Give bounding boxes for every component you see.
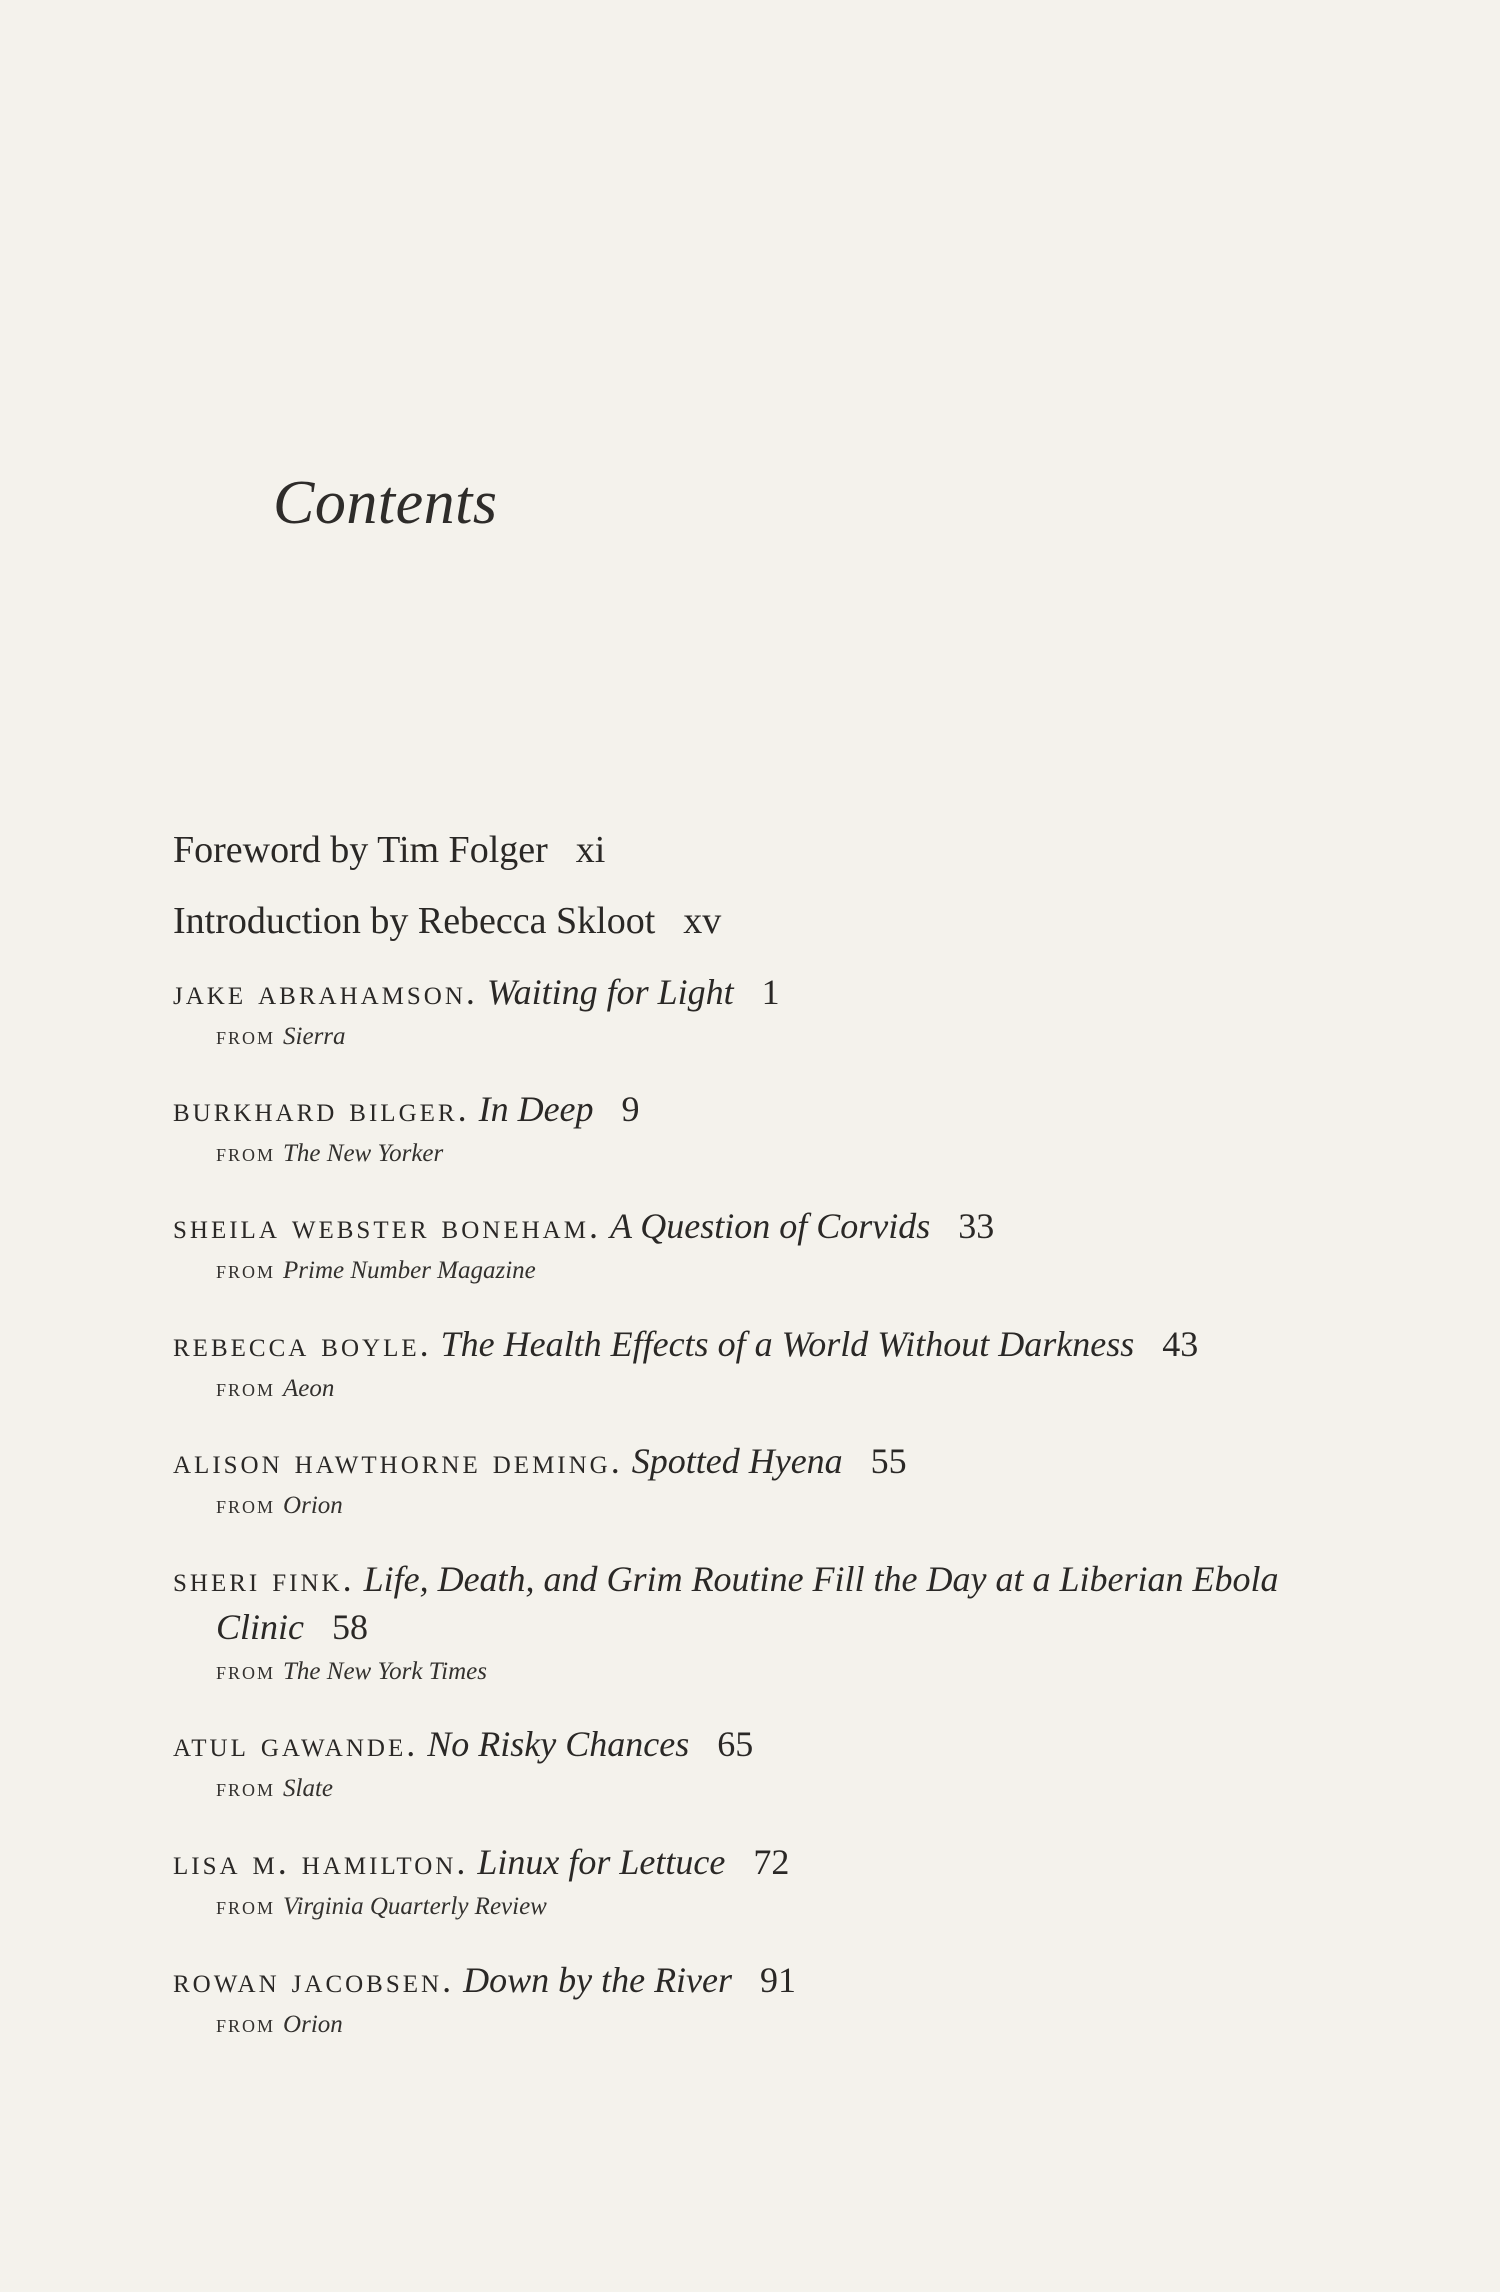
entry-source bbox=[216, 1254, 1333, 1288]
toc-entry[interactable] bbox=[173, 1956, 1333, 2042]
entry-source bbox=[216, 1020, 1333, 1054]
toc-entry[interactable] bbox=[173, 1838, 1333, 1924]
from-label: from bbox=[216, 2011, 276, 2038]
source-publication: Prime Number Magazine bbox=[283, 1257, 536, 1284]
source-publication: Orion bbox=[283, 2011, 343, 2038]
entry-title: In Deep bbox=[478, 1089, 594, 1129]
toc-entry[interactable] bbox=[173, 1085, 1333, 1171]
entry-line: sheila webster boneham. A Question of Corvids 33 bbox=[173, 1206, 995, 1246]
entry-source bbox=[216, 1890, 1333, 1924]
entry-title: The Health Effects of a World Without Darkness bbox=[440, 1324, 1135, 1364]
entry-line: rebecca boyle. The Health Effects of a World Without Darkness 43 bbox=[173, 1324, 1199, 1364]
from-label: from bbox=[216, 1775, 276, 1802]
entry-page: 65 bbox=[717, 1724, 754, 1764]
from-label: from bbox=[216, 1140, 276, 1167]
source-publication: Aeon bbox=[283, 1375, 335, 1402]
entry-line: burkhard bilger. In Deep 9 bbox=[173, 1089, 640, 1129]
from-label: from bbox=[216, 1375, 276, 1402]
foreword-page: xi bbox=[575, 829, 606, 871]
entry-source bbox=[216, 1655, 1333, 1689]
entry-title: Life, Death, and Grim Routine Fill the Day at a Liberian Ebola Clinic bbox=[216, 1559, 1279, 1647]
toc-entry[interactable] bbox=[173, 968, 1333, 1054]
entry-source bbox=[216, 1372, 1333, 1406]
entry-line: jake abrahamson. Waiting for Light 1 bbox=[173, 972, 780, 1012]
source-publication: Virginia Quarterly Review bbox=[283, 1893, 547, 1920]
source-publication: The New Yorker bbox=[283, 1140, 444, 1167]
toc-entry[interactable] bbox=[173, 1555, 1333, 1689]
entry-title: Spotted Hyena bbox=[631, 1441, 843, 1481]
source-publication: Orion bbox=[283, 1492, 343, 1519]
entry-page: 91 bbox=[760, 1960, 797, 2000]
entry-author: rebecca boyle bbox=[173, 1324, 420, 1364]
foreword-label: Foreword by Tim Folger bbox=[173, 829, 548, 871]
entry-author: sheri fink bbox=[173, 1559, 343, 1599]
entry-line: sheri fink. Life, Death, and Grim Routine Fill the Day at a Liberian Ebola Clinic 58 bbox=[173, 1559, 1279, 1647]
from-label: from bbox=[216, 1023, 276, 1050]
entry-page: 1 bbox=[761, 972, 780, 1012]
entry-page: 58 bbox=[332, 1607, 368, 1647]
entry-title: Linux for Lettuce bbox=[477, 1842, 726, 1882]
entry-source bbox=[216, 1772, 1333, 1806]
entry-line: rowan jacobsen. Down by the River 91 bbox=[173, 1960, 797, 2000]
entry-page: 55 bbox=[870, 1441, 907, 1481]
toc-entry[interactable] bbox=[173, 1202, 1333, 1288]
entry-title: No Risky Chances bbox=[427, 1724, 690, 1764]
entry-source bbox=[216, 1137, 1333, 1171]
entry-author: jake abrahamson bbox=[173, 972, 466, 1012]
from-label: from bbox=[216, 1492, 276, 1519]
entry-source bbox=[216, 1489, 1333, 1523]
entry-page: 33 bbox=[958, 1206, 995, 1246]
toc-entry[interactable] bbox=[173, 1437, 1333, 1523]
entry-author: lisa m. hamilton bbox=[173, 1842, 457, 1882]
entry-page: 72 bbox=[753, 1842, 790, 1882]
entry-line: atul gawande. No Risky Chances 65 bbox=[173, 1724, 754, 1764]
source-publication: Slate bbox=[283, 1775, 334, 1802]
source-publication: The New York Times bbox=[283, 1658, 488, 1685]
from-label: from bbox=[216, 1658, 276, 1685]
entry-line: lisa m. hamilton. Linux for Lettuce 72 bbox=[173, 1842, 790, 1882]
entry-title: Waiting for Light bbox=[486, 972, 734, 1012]
toc-introduction[interactable] bbox=[173, 899, 721, 943]
entry-page: 9 bbox=[621, 1089, 640, 1129]
entry-line: alison hawthorne deming. Spotted Hyena 55 bbox=[173, 1441, 907, 1481]
from-label: from bbox=[216, 1257, 276, 1284]
entry-author: atul gawande bbox=[173, 1724, 407, 1764]
introduction-page: xv bbox=[683, 900, 722, 942]
introduction-label: Introduction by Rebecca Skloot bbox=[173, 900, 656, 942]
toc-entry[interactable] bbox=[173, 1320, 1333, 1406]
entry-author: sheila webster boneham bbox=[173, 1206, 589, 1246]
entry-source bbox=[216, 2008, 1333, 2042]
entry-author: alison hawthorne deming bbox=[173, 1441, 611, 1481]
entry-page: 43 bbox=[1162, 1324, 1199, 1364]
entry-author: burkhard bilger bbox=[173, 1089, 458, 1129]
toc-entry[interactable] bbox=[173, 1720, 1333, 1806]
toc-foreword[interactable] bbox=[173, 828, 605, 872]
entry-title: A Question of Corvids bbox=[609, 1206, 931, 1246]
entry-author: rowan jacobsen bbox=[173, 1960, 443, 2000]
page-title: Contents bbox=[273, 469, 498, 537]
entry-title: Down by the River bbox=[463, 1960, 733, 2000]
from-label: from bbox=[216, 1893, 276, 1920]
source-publication: Sierra bbox=[283, 1023, 346, 1050]
